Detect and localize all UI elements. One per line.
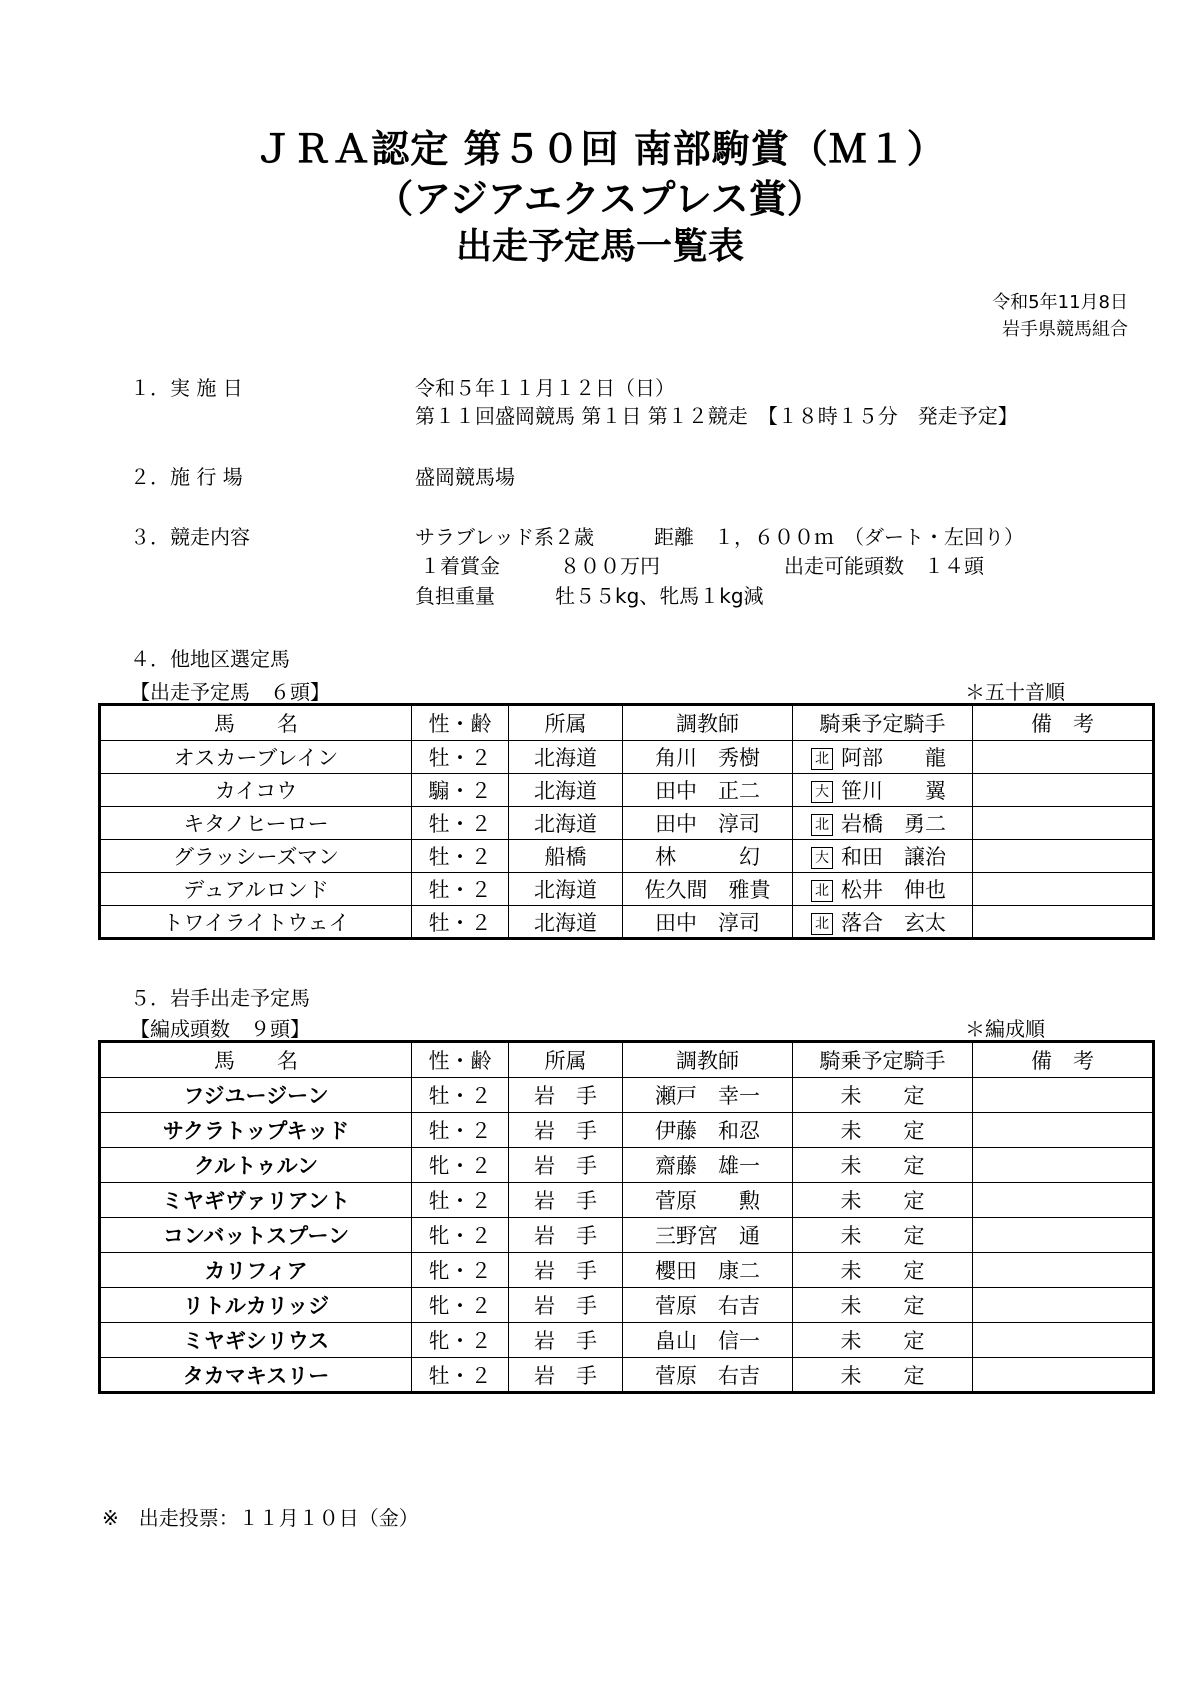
jockey-name: 和田 譲治 bbox=[841, 845, 946, 869]
affiliation: 北海道 bbox=[509, 807, 623, 840]
trainer: 菅原 右吉 bbox=[623, 1288, 793, 1323]
affiliation: 北海道 bbox=[509, 906, 623, 939]
horse-name: ミヤギヴァリアント bbox=[100, 1183, 412, 1218]
horse-name: ミヤギシリウス bbox=[100, 1323, 412, 1358]
jockey: 未 定 bbox=[793, 1253, 973, 1288]
horse-name: フジユージーン bbox=[100, 1078, 412, 1113]
jockey bbox=[793, 906, 973, 939]
remarks bbox=[973, 1323, 1154, 1358]
trainer: 畠山 信一 bbox=[623, 1323, 793, 1358]
affiliation: 岩 手 bbox=[509, 1218, 623, 1253]
region-tag: 大 bbox=[811, 847, 833, 869]
trainer: 櫻田 康二 bbox=[623, 1253, 793, 1288]
jockey: 未 定 bbox=[793, 1323, 973, 1358]
sex-age: 牝・２ bbox=[412, 1323, 509, 1358]
sex-age: 牡・２ bbox=[412, 906, 509, 939]
section-3-prize: １着賞金 ８００万円 bbox=[420, 554, 660, 578]
affiliation: 岩 手 bbox=[509, 1078, 623, 1113]
trainer: 田中 正二 bbox=[623, 774, 793, 807]
col-header-remarks: 備 考 bbox=[973, 1042, 1154, 1078]
jockey bbox=[793, 741, 973, 774]
affiliation: 岩 手 bbox=[509, 1113, 623, 1148]
jockey bbox=[793, 807, 973, 840]
affiliation: 岩 手 bbox=[509, 1253, 623, 1288]
horse-name: トワイライトウェイ bbox=[100, 906, 412, 939]
remarks bbox=[973, 741, 1154, 774]
affiliation: 岩 手 bbox=[509, 1358, 623, 1393]
jockey: 未 定 bbox=[793, 1218, 973, 1253]
title-line-3: 出走予定馬一覧表 bbox=[455, 225, 744, 267]
sex-age: 牡・２ bbox=[412, 873, 509, 906]
remarks bbox=[973, 1078, 1154, 1113]
section-3-label: ３．競走内容 bbox=[130, 525, 250, 549]
sex-age: 牡・２ bbox=[412, 807, 509, 840]
sex-age: 牡・２ bbox=[412, 840, 509, 873]
affiliation: 北海道 bbox=[509, 873, 623, 906]
region-tag: 北 bbox=[811, 913, 833, 935]
remarks bbox=[973, 1288, 1154, 1323]
remarks bbox=[973, 1218, 1154, 1253]
sex-age: 牝・２ bbox=[412, 1218, 509, 1253]
remarks bbox=[973, 1358, 1154, 1393]
trainer: 田中 淳司 bbox=[623, 906, 793, 939]
table-row bbox=[100, 774, 1154, 807]
section-1-label: １．実 施 日 bbox=[130, 376, 243, 400]
affiliation: 北海道 bbox=[509, 774, 623, 807]
col-header-trainer: 調教師 bbox=[623, 1042, 793, 1078]
table-row bbox=[100, 807, 1154, 840]
section-5-count: 【編成頭数 ９頭】 bbox=[130, 1017, 310, 1041]
section-4-count: 【出走予定馬 ６頭】 bbox=[130, 680, 330, 704]
remarks bbox=[973, 1253, 1154, 1288]
trainer: 田中 淳司 bbox=[623, 807, 793, 840]
section-1-line-1: 令和５年１１月１２日（日） bbox=[415, 376, 675, 400]
section-2-label: ２．施 行 場 bbox=[130, 465, 243, 489]
table-row bbox=[100, 1078, 1154, 1113]
remarks bbox=[973, 906, 1154, 939]
col-header-affiliation: 所属 bbox=[509, 705, 623, 741]
iwate-table bbox=[98, 1040, 1155, 1394]
horse-name: サクラトップキッド bbox=[100, 1113, 412, 1148]
region-tag: 北 bbox=[811, 814, 833, 836]
remarks bbox=[973, 840, 1154, 873]
section-3-max-runners: 出走可能頭数 １４頭 bbox=[784, 554, 984, 578]
remarks bbox=[973, 1183, 1154, 1218]
trainer: 菅原 勲 bbox=[623, 1183, 793, 1218]
jockey: 未 定 bbox=[793, 1288, 973, 1323]
horse-name: キタノヒーロー bbox=[100, 807, 412, 840]
table-row bbox=[100, 1183, 1154, 1218]
table-row bbox=[100, 1288, 1154, 1323]
table-row bbox=[100, 1253, 1154, 1288]
sex-age: 牡・２ bbox=[412, 1183, 509, 1218]
jockey: 未 定 bbox=[793, 1113, 973, 1148]
table-row bbox=[100, 1218, 1154, 1253]
col-header-jockey: 騎乗予定騎手 bbox=[793, 1042, 973, 1078]
section-5-order-note: ＊編成順 bbox=[965, 1017, 1045, 1041]
col-header-name: 馬 名 bbox=[100, 705, 412, 741]
jockey-name: 岩橋 勇二 bbox=[841, 812, 946, 836]
horse-name: デュアルロンド bbox=[100, 873, 412, 906]
table-row bbox=[100, 741, 1154, 774]
jockey bbox=[793, 840, 973, 873]
section-4-label: ４．他地区選定馬 bbox=[130, 647, 290, 671]
region-tag: 北 bbox=[811, 748, 833, 770]
jockey-name: 落合 玄太 bbox=[841, 910, 946, 935]
trainer: 伊藤 和忍 bbox=[623, 1113, 793, 1148]
horse-name: カリフィア bbox=[100, 1253, 412, 1288]
jockey: 未 定 bbox=[793, 1183, 973, 1218]
table-row bbox=[100, 840, 1154, 873]
jockey: 未 定 bbox=[793, 1358, 973, 1393]
region-tag: 大 bbox=[811, 781, 833, 803]
footer-note: ※ 出走投票：１１月１０日（金） bbox=[102, 1506, 419, 1530]
sex-age: 牡・２ bbox=[412, 1113, 509, 1148]
col-header-remarks: 備 考 bbox=[973, 705, 1154, 741]
section-2-value: 盛岡競馬場 bbox=[415, 465, 515, 489]
trainer: 角川 秀樹 bbox=[623, 741, 793, 774]
horse-name: コンバットスプーン bbox=[100, 1218, 412, 1253]
section-1-line-2: 第１１回盛岡競馬 第１日 第１２競走 【１８時１５分 発走予定】 bbox=[415, 404, 1018, 428]
sex-age: 牡・２ bbox=[412, 1358, 509, 1393]
horse-name: グラッシーズマン bbox=[100, 840, 412, 873]
jockey-name: 松井 伸也 bbox=[841, 878, 946, 902]
region-tag: 北 bbox=[811, 880, 833, 902]
col-header-name: 馬 名 bbox=[100, 1042, 412, 1078]
affiliation: 岩 手 bbox=[509, 1323, 623, 1358]
jockey-name: 笹川 翼 bbox=[841, 779, 946, 803]
sex-age: 牝・２ bbox=[412, 1253, 509, 1288]
sex-age: 牝・２ bbox=[412, 1148, 509, 1183]
table-row bbox=[100, 1358, 1154, 1393]
horse-name: オスカーブレイン bbox=[100, 741, 412, 774]
other-region-table bbox=[98, 703, 1155, 940]
trainer: 瀬戸 幸一 bbox=[623, 1078, 793, 1113]
organization: 岩手県競馬組合 bbox=[1002, 319, 1128, 340]
horse-name: クルトゥルン bbox=[100, 1148, 412, 1183]
remarks bbox=[973, 1113, 1154, 1148]
section-3-line-1: サラブレッド系２歳 距離 １，６００ｍ （ダート・左回り） bbox=[415, 525, 1024, 549]
horse-name: タカマキスリー bbox=[100, 1358, 412, 1393]
remarks bbox=[973, 1148, 1154, 1183]
trainer: 齋藤 雄一 bbox=[623, 1148, 793, 1183]
remarks bbox=[973, 774, 1154, 807]
col-header-affiliation: 所属 bbox=[509, 1042, 623, 1078]
title-line-2: （アジアエクスプレス賞） bbox=[375, 176, 825, 221]
table-row bbox=[100, 1148, 1154, 1183]
affiliation: 岩 手 bbox=[509, 1148, 623, 1183]
jockey-name: 阿部 龍 bbox=[841, 746, 946, 770]
affiliation: 船橋 bbox=[509, 840, 623, 873]
remarks bbox=[973, 873, 1154, 906]
title-line-1: ＪＲＡ認定 第５０回 南部駒賞（Ｍ１） bbox=[254, 126, 946, 171]
horse-name: リトルカリッジ bbox=[100, 1288, 412, 1323]
jockey: 未 定 bbox=[793, 1148, 973, 1183]
jockey bbox=[793, 774, 973, 807]
horse-name: カイコウ bbox=[100, 774, 412, 807]
sex-age: 騸・２ bbox=[412, 774, 509, 807]
table-row bbox=[100, 873, 1154, 906]
col-header-sex-age: 性・齢 bbox=[412, 1042, 509, 1078]
affiliation: 北海道 bbox=[509, 741, 623, 774]
col-header-trainer: 調教師 bbox=[623, 705, 793, 741]
affiliation: 岩 手 bbox=[509, 1183, 623, 1218]
trainer: 菅原 右吉 bbox=[623, 1358, 793, 1393]
trainer: 三野宮 通 bbox=[623, 1218, 793, 1253]
section-4-order-note: ＊五十音順 bbox=[965, 680, 1065, 704]
section-5-label: ５．岩手出走予定馬 bbox=[130, 986, 310, 1010]
table-row bbox=[100, 906, 1154, 939]
sex-age: 牡・２ bbox=[412, 741, 509, 774]
trainer: 佐久間 雅貴 bbox=[623, 873, 793, 906]
remarks bbox=[973, 807, 1154, 840]
sex-age: 牡・２ bbox=[412, 1078, 509, 1113]
col-header-jockey: 騎乗予定騎手 bbox=[793, 705, 973, 741]
jockey bbox=[793, 873, 973, 906]
col-header-sex-age: 性・齢 bbox=[412, 705, 509, 741]
table-row bbox=[100, 1323, 1154, 1358]
issue-date: 令和5年11月8日 bbox=[992, 292, 1128, 313]
affiliation: 岩 手 bbox=[509, 1288, 623, 1323]
jockey: 未 定 bbox=[793, 1078, 973, 1113]
trainer: 林 幻 bbox=[623, 840, 793, 873]
section-3-weight: 負担重量 牡５５kg、牝馬１kg減 bbox=[415, 584, 764, 608]
sex-age: 牝・２ bbox=[412, 1288, 509, 1323]
table-row bbox=[100, 1113, 1154, 1148]
